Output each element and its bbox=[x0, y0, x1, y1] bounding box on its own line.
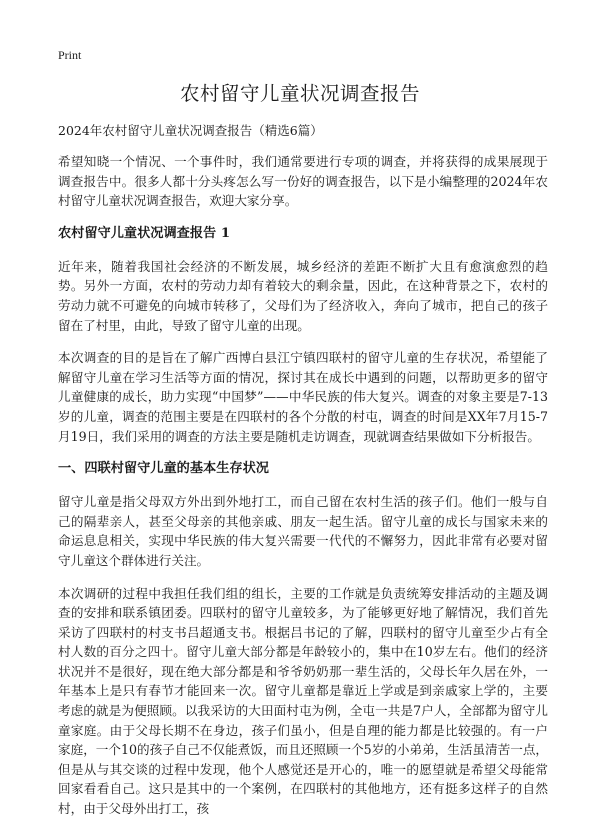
page-title: 农村留守儿童状况调查报告 bbox=[179, 82, 420, 105]
intro-paragraph: 希望知晓一个情况、一个事件时，我们通常要进行专项的调查，并将获得的成果展现于调查报告中。很多人都十分头疼怎么写一份好的调查报告，以下是小编整理的2024年农村留守儿童状况调查报告，欢迎大家分享。 bbox=[58, 154, 548, 209]
print-link[interactable]: Print bbox=[58, 48, 82, 62]
section-heading: 农村留守儿童状况调查报告 1 bbox=[58, 225, 231, 241]
document-subtitle: 2024年农村留守儿童状况调查报告（精选6篇） bbox=[58, 123, 323, 138]
subsection-heading: 一、四联村留守儿童的基本生存状况 bbox=[58, 461, 269, 477]
document-body bbox=[58, 152, 548, 832]
body-paragraph: 本次调查的目的是旨在了解广西博白县江宁镇四联村的留守儿童的生存状况，希望能了解留守儿童在学习生活等方面的情况，探讨其在成长中遇到的问题，以帮助更多的留守儿童健康的成长，助力实现“中国梦”——中华民族的伟大复兴。调查的对象主要是7-13岁的儿童，调查的范围主要是在四联村的各个分散的村屯，调查的时间是XX年7月15-7月19日，我们采用的调查的方法主要是随机走访调查，现就调查结果做如下分析报告。 bbox=[58, 350, 548, 444]
body-paragraph: 近年来，随着我国社会经济的不断发展，城乡经济的差距不断扩大且有愈演愈烈的趋势。另外一方面，农村的劳动力却有着较大的剩余量，因此，在这种背景之下，农村的劳动力就不可避免的向城市转移了，父母们为了经济收入，奔向了城市，把自己的孩子留在了村里，由此，导致了留守儿童的出现。 bbox=[58, 258, 548, 333]
body-paragraph: 留守儿童是指父母双方外出到外地打工，而自己留在农村生活的孩子们。他们一般与自己的隔辈亲人，甚至父母亲的其他亲戚、朋友一起生活。留守儿童的成长与国家未来的命运息息相关，实现中华民族的伟大复兴需要一代代的不懈努力，因此非常有必要对留守儿童这个群体进行关注。 bbox=[58, 494, 548, 568]
body-paragraph: 本次调研的过程中我担任我们组的组长，主要的工作就是负责统筹安排活动的主题及调查的安排和联系镇团委。四联村的留守儿童较多，为了能够更好地了解情况，我们首先采访了四联村的村支书吕超通支书。根据吕书记的了解，四联村的留守儿童至少占有全村人数的百分之四十。留守儿童大部分都是年龄较小的，集中在10岁左右。他们的经济状况并不是很好，现在绝大部分都是和爷爷奶奶那一辈生活的，父母长年久居在外，一年基本上是只有春节才能回来一次。留守儿童都是靠近上学或是到亲戚家上学的，主要考虑的就是为便照顾。以我采访的大田面村屯为例，全屯一共是7户人，全部都为留守儿童家庭。由于父母长期不在身边，孩子们虽小，但是自理的能力都是比较强的。有一户家庭，一个10的孩子自己不仅能煮饭，而且还照顾一个5岁的小弟弟，生活虽清苦一点，但是从与其交谈的过程中发现，他个人感觉还是开心的，唯一的愿望就是希望父母能常回家看看自己。这只是其中的一个案例，在四联村的其他地方，还有挺多这样子的自然村，由于父母外出打工，孩 bbox=[58, 585, 549, 817]
